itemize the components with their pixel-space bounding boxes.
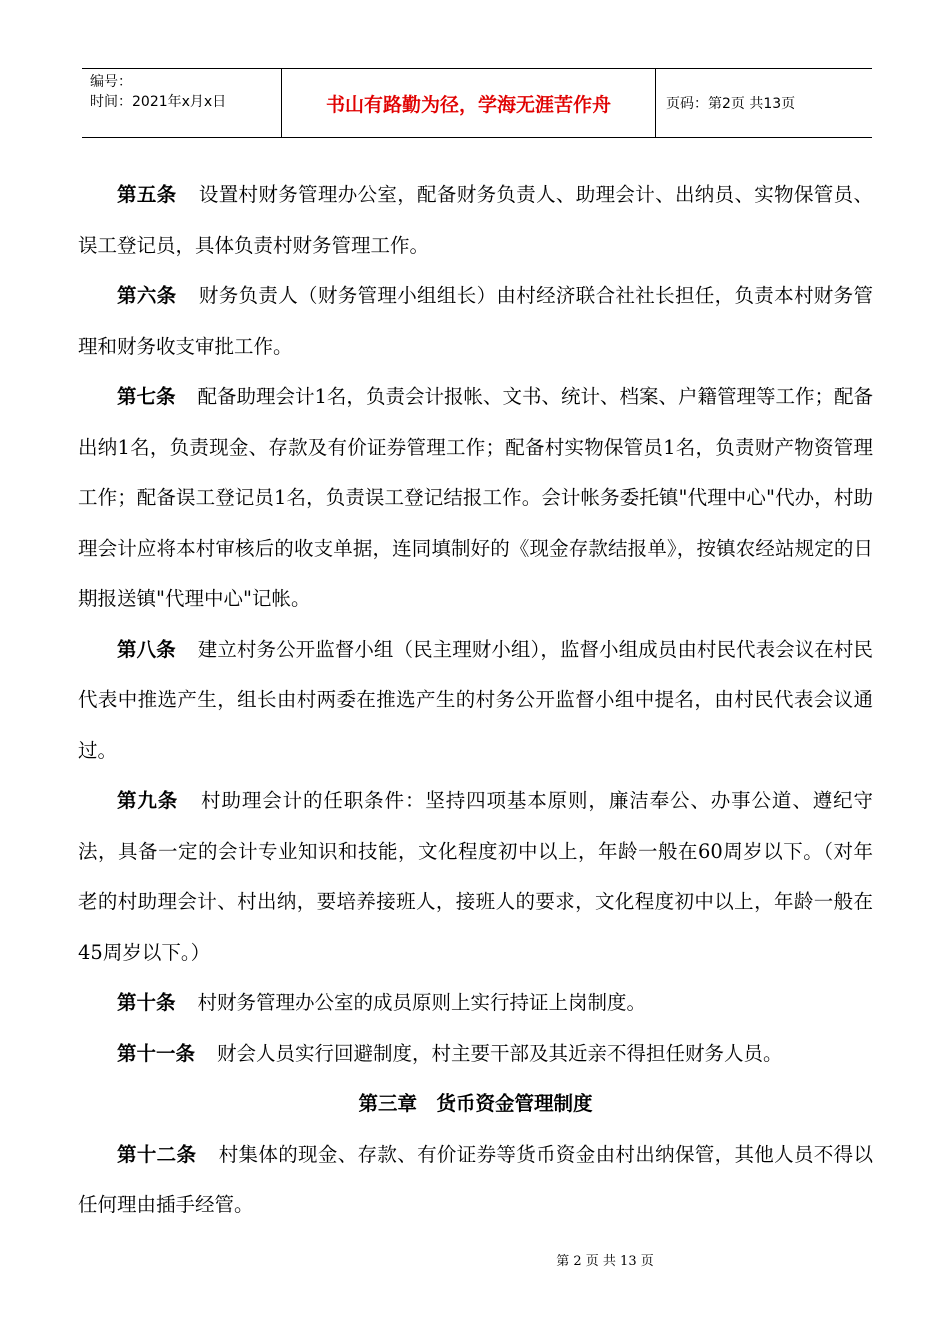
article-text: 村集体的现金、存款、有价证券等货币资金由村出纳保管，其他人员不得以任何理由插手经管。 xyxy=(78,1142,873,1216)
article-text: 设置村财务管理办公室，配备财务负责人、助理会计、出纳员、实物保管员、误工登记员，具体负责村财务管理工作。 xyxy=(78,183,873,257)
article-paragraph xyxy=(78,372,873,625)
article-paragraph xyxy=(78,1029,873,1080)
article-title: 第九条 xyxy=(117,789,179,812)
article-text: 村财务管理办公室的成员原则上实行持证上岗制度。 xyxy=(197,991,647,1014)
article-paragraph xyxy=(78,1130,873,1231)
chapter-heading: 第三章 货币资金管理制度 xyxy=(358,1092,593,1115)
article-title: 第七条 xyxy=(117,385,176,408)
article-paragraph xyxy=(78,170,873,271)
article-text: 村助理会计的任职条件：坚持四项基本原则，廉洁奉公、办事公道、遵纪守法，具备一定的会计专业知识和技能，文化程度初中以上，年龄一般在60周岁以下。（对年老的村助理会计、村出纳，要培养接班人，接班人的要求，文化程度初中以上，年龄一般在45周岁以下。） xyxy=(78,789,873,964)
article-text: 财务负责人（财务管理小组组长）由村经济联合社社长担任，负责本村财务管理和财务收支审批工作。 xyxy=(78,284,873,358)
article-paragraph xyxy=(78,978,873,1029)
page-header xyxy=(82,68,872,138)
time-label: 时间：2021年x月x日 xyxy=(90,94,227,110)
header-page-info: 页码：第2页 共13页 xyxy=(666,96,796,112)
header-motto: 书山有路勤为径，学海无涯苦作舟 xyxy=(282,69,656,137)
article-title: 第八条 xyxy=(117,637,176,661)
article-text: 财会人员实行回避制度，村主要干部及其近亲不得担任财务人员。 xyxy=(217,1041,783,1065)
article-title: 第十二条 xyxy=(117,1142,197,1166)
header-meta xyxy=(82,69,282,137)
article-text: 建立村务公开监督小组（民主理财小组），监督小组成员由村民代表会议在村民代表中推选产生，组长由村两委在推选产生的村务公开监督小组中提名，由村民代表会议通过。 xyxy=(78,637,873,762)
article-title: 第六条 xyxy=(117,284,177,307)
article-title: 第五条 xyxy=(117,183,177,206)
article-title: 第十条 xyxy=(117,991,176,1014)
article-paragraph xyxy=(78,625,873,777)
article-paragraph xyxy=(78,271,873,372)
article-title: 第十一条 xyxy=(117,1041,196,1065)
article-paragraph xyxy=(78,776,873,978)
number-label: 编号： xyxy=(90,74,132,90)
article-text: 配备助理会计1名，负责会计报帐、文书、统计、档案、户籍管理等工作；配备出纳1名，负责现金、存款及有价证券管理工作；配备村实物保管员1名，负责财产物资管理工作；配备误工登记员1名，负责误工登记结报工作。会计帐务委托镇"代理中心"代办，村助理会计应将本村审核后的收支单据，连同填制好的《现金存款结报单》，按镇农经站规定的日期报送镇"代理中心"记帐。 xyxy=(78,385,873,610)
page-footer: 第 2 页 共 13 页 xyxy=(556,1254,654,1269)
document-body xyxy=(78,170,873,1231)
